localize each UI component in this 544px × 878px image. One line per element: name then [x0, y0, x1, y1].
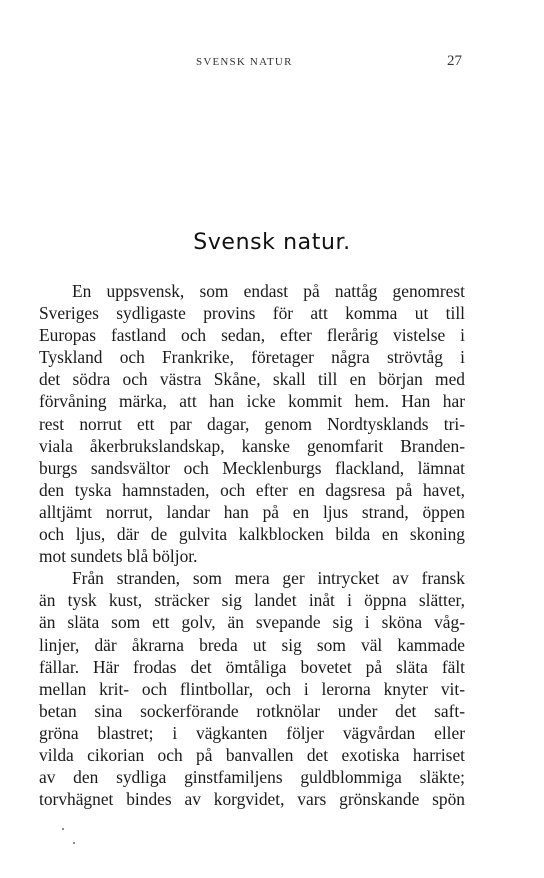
text-line: burgs sandsvältor och Mecklenburgs flackland, lämnat	[39, 457, 465, 478]
text-line: förvåning märka, att han icke kommit hem. Han har	[39, 391, 465, 412]
text-line: alltjämt norrut, landar han på en ljus strand, öppen	[39, 501, 465, 522]
text-line: En uppsvensk, som endast på nattåg genomrest	[72, 281, 465, 301]
text-line: än tysk kust, sträcker sig landet inåt i öppna slätter,	[39, 590, 465, 611]
text-line: den tyska hamnstaden, och efter en dagsresa på havet,	[39, 479, 465, 500]
running-header	[0, 53, 544, 76]
text-line: och ljus, där de gulvita kalkblocken bilda en skoning	[39, 524, 465, 545]
text-line: av den sydliga ginstfamiljens guldblommiga släkte;	[39, 767, 465, 788]
running-title: SVENSK NATUR	[196, 56, 293, 68]
text-line: gröna blastret; i vägkanten följer vägvårdan eller	[39, 722, 465, 743]
text-line: mot sundets blå böljor.	[39, 546, 198, 567]
scan-speck	[73, 842, 75, 844]
chapter-title: Svensk natur.	[193, 230, 351, 255]
text-line: betan sina sockerförande rotknölar under det saft-	[39, 700, 465, 721]
text-line: Tyskland och Frankrike, företager några strövtåg i	[39, 347, 465, 368]
scan-speck	[62, 828, 64, 830]
text-line: Sveriges sydligaste provins för att komma ut till	[39, 303, 465, 324]
text-line: Europas fastland och sedan, efter flerårig vistelse i	[39, 325, 465, 346]
text-line: än släta som ett golv, än svepande sig i sköna våg-	[39, 612, 465, 633]
text-line: mellan krit- och flintbollar, och i lerorna knyter vit-	[39, 678, 465, 699]
text-line: viala åkerbrukslandskap, kanske genomfarit Branden-	[39, 435, 465, 456]
text-line: fällar. Här frodas det ömtåliga bovetet på släta fält	[39, 656, 465, 677]
body-text	[39, 280, 465, 810]
text-line: vilda cikorian och på banvallen det exotiska harriset	[39, 744, 465, 765]
text-line: linjer, där åkrarna breda ut sig som väl kammade	[39, 634, 465, 655]
text-line: torvhägnet bindes av korgvidet, vars grönskande spön	[39, 789, 465, 810]
paragraph-1	[39, 280, 465, 567]
text-line: Från stranden, som mera ger intrycket av fransk	[72, 568, 465, 589]
text-line: det södra och västra Skåne, skall till en början med	[39, 369, 465, 390]
text-line: rest norrut ett par dagar, genom Nordtysklands tri-	[39, 413, 465, 434]
page-number: 27	[447, 53, 462, 69]
paragraph-2	[39, 567, 465, 810]
